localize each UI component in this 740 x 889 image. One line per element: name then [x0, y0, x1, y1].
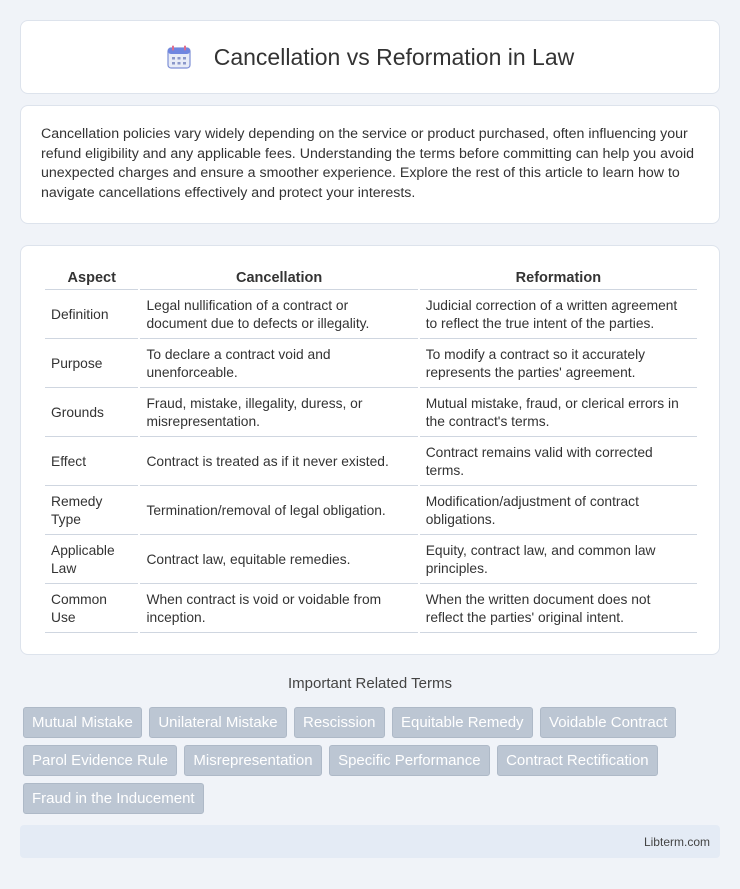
- aspect-cell: Remedy Type: [45, 486, 138, 535]
- comparison-table: [43, 266, 699, 633]
- tag-voidable-contract[interactable]: Voidable Contract: [540, 707, 676, 738]
- cancellation-cell: Contract law, equitable remedies.: [140, 535, 417, 584]
- cancellation-cell: Contract is treated as if it never existed.: [140, 437, 417, 486]
- table-row: [45, 290, 697, 339]
- tag-specific-performance[interactable]: Specific Performance: [329, 745, 490, 776]
- reformation-cell: Contract remains valid with corrected terms.: [420, 437, 697, 486]
- reformation-cell: Modification/adjustment of contract obligations.: [420, 486, 697, 535]
- intro-text: Cancellation policies vary widely depending on the service or product purchased, often influencing your refund eligibility and any applicable fees. Understanding the terms before committing can help you avoid unexpected charges and ensure a smoother experience. Explore the rest of this article to learn how to navigate cancellations effectively and protect your interests.: [41, 126, 695, 201]
- comparison-card: [20, 245, 720, 655]
- table-row: [45, 486, 697, 535]
- tag-unilateral-mistake[interactable]: Unilateral Mistake: [149, 707, 286, 738]
- aspect-cell: Effect: [45, 437, 138, 486]
- related-terms-title: Important Related Terms: [288, 675, 452, 692]
- table-row: [45, 388, 697, 437]
- table-row: [45, 584, 697, 633]
- cancellation-cell: To declare a contract void and unenforceable.: [140, 339, 417, 388]
- tag-mutual-mistake[interactable]: Mutual Mistake: [23, 707, 142, 738]
- footer-site-link[interactable]: Libterm.com: [643, 835, 710, 849]
- cancellation-cell: Fraud, mistake, illegality, duress, or misrepresentation.: [140, 388, 417, 437]
- header-aspect: Aspect: [45, 266, 138, 290]
- header-cancellation: Cancellation: [140, 266, 417, 290]
- reformation-cell: Judicial correction of a written agreement to reflect the true intent of the parties.: [420, 290, 697, 339]
- aspect-cell: Common Use: [45, 584, 138, 633]
- tag-contract-rectification[interactable]: Contract Rectification: [497, 745, 658, 776]
- tag-fraud-in-the-inducement[interactable]: Fraud in the Inducement: [23, 783, 204, 814]
- cancellation-cell: When contract is void or voidable from inception.: [140, 584, 417, 633]
- reformation-cell: Mutual mistake, fraud, or clerical errors in the contract's terms.: [420, 388, 697, 437]
- table-row: [45, 339, 697, 388]
- reformation-cell: Equity, contract law, and common law principles.: [420, 535, 697, 584]
- calendar-icon: [166, 44, 192, 70]
- page-title: Cancellation vs Reformation in Law: [213, 43, 575, 70]
- tag-parol-evidence-rule[interactable]: Parol Evidence Rule: [23, 745, 177, 776]
- header-card: [20, 20, 720, 94]
- aspect-cell: Grounds: [45, 388, 138, 437]
- intro-card: [20, 105, 720, 224]
- table-row: [45, 535, 697, 584]
- aspect-cell: Applicable Law: [45, 535, 138, 584]
- tag-rescission[interactable]: Rescission: [294, 707, 385, 738]
- header-reformation: Reformation: [420, 266, 697, 290]
- aspect-cell: Purpose: [45, 339, 138, 388]
- table-header-row: [45, 266, 697, 290]
- reformation-cell: When the written document does not reflect the parties' original intent.: [420, 584, 697, 633]
- table-row: [45, 437, 697, 486]
- footer: [20, 825, 720, 858]
- aspect-cell: Definition: [45, 290, 138, 339]
- cancellation-cell: Termination/removal of legal obligation.: [140, 486, 417, 535]
- reformation-cell: To modify a contract so it accurately represents the parties' agreement.: [420, 339, 697, 388]
- related-terms-list: [23, 707, 723, 821]
- cancellation-cell: Legal nullification of a contract or document due to defects or illegality.: [140, 290, 417, 339]
- tag-misrepresentation[interactable]: Misrepresentation: [184, 745, 321, 776]
- tag-equitable-remedy[interactable]: Equitable Remedy: [392, 707, 533, 738]
